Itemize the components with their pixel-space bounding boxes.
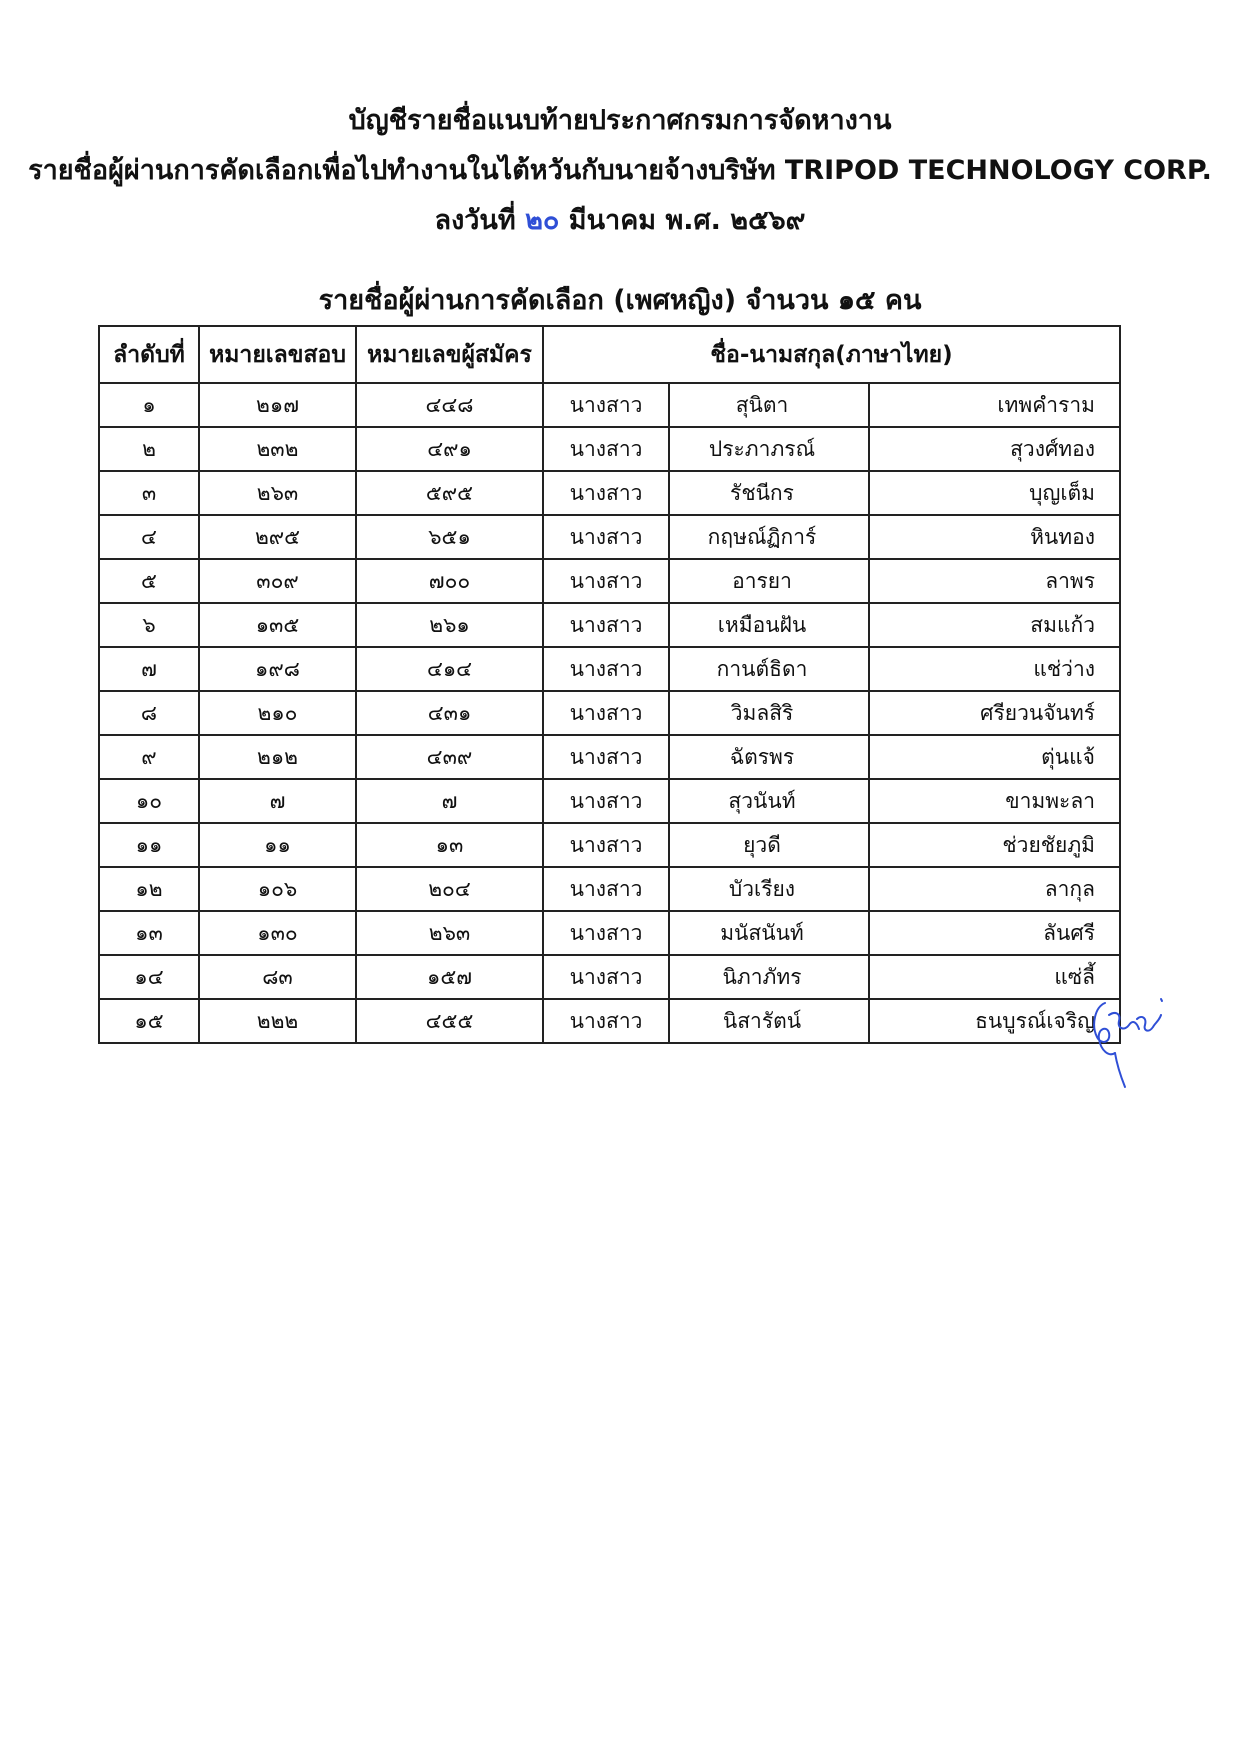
table-row bbox=[99, 603, 1120, 647]
first-name-cell: อารยา bbox=[669, 559, 869, 603]
exam-number-cell: ๑๐๖ bbox=[199, 867, 356, 911]
order-cell: ๘ bbox=[99, 691, 199, 735]
title-cell: นางสาว bbox=[543, 471, 669, 515]
table-row bbox=[99, 779, 1120, 823]
title-cell: นางสาว bbox=[543, 823, 669, 867]
applicant-number-cell: ๑๕๗ bbox=[356, 955, 543, 999]
applicant-number-cell: ๒๖๓ bbox=[356, 911, 543, 955]
order-cell: ๕ bbox=[99, 559, 199, 603]
order-cell: ๑๐ bbox=[99, 779, 199, 823]
title-cell: นางสาว bbox=[543, 559, 669, 603]
title-cell: นางสาว bbox=[543, 427, 669, 471]
first-name-cell: สุนิตา bbox=[669, 383, 869, 427]
table-row bbox=[99, 911, 1120, 955]
table-row bbox=[99, 559, 1120, 603]
order-cell: ๑ bbox=[99, 383, 199, 427]
last-name-cell: ลาพร bbox=[869, 559, 1120, 603]
title-cell: นางสาว bbox=[543, 955, 669, 999]
first-name-cell: นิภาภัทร bbox=[669, 955, 869, 999]
table-body bbox=[99, 383, 1120, 1043]
order-cell: ๔ bbox=[99, 515, 199, 559]
first-name-cell: ยุวดี bbox=[669, 823, 869, 867]
applicant-number-cell: ๒๐๔ bbox=[356, 867, 543, 911]
exam-number-cell: ๒๒๒ bbox=[199, 999, 356, 1043]
title-cell: นางสาว bbox=[543, 691, 669, 735]
first-name-cell: กานต์ธิดา bbox=[669, 647, 869, 691]
title-line-2: รายชื่อผู้ผ่านการคัดเลือกเพื่อไปทำงานในไต้หวันกับนายจ้างบริษัท TRIPOD TECHNOLOGY CORP. bbox=[28, 155, 1212, 186]
table-row bbox=[99, 999, 1120, 1043]
title-line-1: บัญชีรายชื่อแนบท้ายประกาศกรมการจัดหางาน bbox=[348, 105, 892, 136]
title-cell: นางสาว bbox=[543, 735, 669, 779]
applicant-number-cell: ๔๙๑ bbox=[356, 427, 543, 471]
exam-number-cell: ๒๓๒ bbox=[199, 427, 356, 471]
applicant-number-cell: ๔๓๙ bbox=[356, 735, 543, 779]
title-cell: นางสาว bbox=[543, 779, 669, 823]
exam-number-cell: ๒๑๐ bbox=[199, 691, 356, 735]
applicant-number-cell: ๔๓๑ bbox=[356, 691, 543, 735]
first-name-cell: กฤษณ์ฏิการ์ bbox=[669, 515, 869, 559]
table-header-row bbox=[99, 326, 1120, 383]
last-name-cell: แช่ว่าง bbox=[869, 647, 1120, 691]
table-row bbox=[99, 955, 1120, 999]
applicant-number-cell: ๑๓ bbox=[356, 823, 543, 867]
candidate-table bbox=[98, 325, 1121, 1044]
table-row bbox=[99, 735, 1120, 779]
order-cell: ๒ bbox=[99, 427, 199, 471]
last-name-cell: บุญเต็ม bbox=[869, 471, 1120, 515]
table-row bbox=[99, 471, 1120, 515]
date-line bbox=[0, 196, 1240, 246]
table-row bbox=[99, 823, 1120, 867]
header-full-name: ชื่อ-นามสกุล(ภาษาไทย) bbox=[543, 326, 1120, 383]
order-cell: ๑๑ bbox=[99, 823, 199, 867]
order-cell: ๑๒ bbox=[99, 867, 199, 911]
exam-number-cell: ๒๑๒ bbox=[199, 735, 356, 779]
table-row bbox=[99, 515, 1120, 559]
first-name-cell: ฉัตรพร bbox=[669, 735, 869, 779]
first-name-cell: บัวเรียง bbox=[669, 867, 869, 911]
first-name-cell: วิมลสิริ bbox=[669, 691, 869, 735]
first-name-cell: สุวนันท์ bbox=[669, 779, 869, 823]
applicant-number-cell: ๔๕๕ bbox=[356, 999, 543, 1043]
exam-number-cell: ๑๓๐ bbox=[199, 911, 356, 955]
exam-number-cell: ๗ bbox=[199, 779, 356, 823]
last-name-cell: สมแก้ว bbox=[869, 603, 1120, 647]
signature-icon bbox=[1075, 985, 1165, 1095]
applicant-number-cell: ๒๖๑ bbox=[356, 603, 543, 647]
order-cell: ๑๓ bbox=[99, 911, 199, 955]
last-name-cell: สุวงศ์ทอง bbox=[869, 427, 1120, 471]
title-cell: นางสาว bbox=[543, 383, 669, 427]
order-cell: ๖ bbox=[99, 603, 199, 647]
order-cell: ๓ bbox=[99, 471, 199, 515]
title-cell: นางสาว bbox=[543, 999, 669, 1043]
title-cell: นางสาว bbox=[543, 647, 669, 691]
first-name-cell: นิสารัตน์ bbox=[669, 999, 869, 1043]
table-subtitle: รายชื่อผู้ผ่านการคัดเลือก (เพศหญิง) จำนวน ๑๕ คน bbox=[318, 285, 922, 316]
exam-number-cell: ๑๙๘ bbox=[199, 647, 356, 691]
first-name-cell: รัชนีกร bbox=[669, 471, 869, 515]
table-row bbox=[99, 647, 1120, 691]
date-day: ๒๐ bbox=[525, 205, 560, 236]
exam-number-cell: ๘๓ bbox=[199, 955, 356, 999]
last-name-cell: ช่วยชัยภูมิ bbox=[869, 823, 1120, 867]
applicant-number-cell: ๔๑๔ bbox=[356, 647, 543, 691]
header-applicant-number: หมายเลขผู้สมัคร bbox=[356, 326, 543, 383]
table-row bbox=[99, 867, 1120, 911]
header-exam-number: หมายเลขสอบ bbox=[199, 326, 356, 383]
applicant-number-cell: ๖๕๑ bbox=[356, 515, 543, 559]
last-name-cell: ลากุล bbox=[869, 867, 1120, 911]
header-order: ลำดับที่ bbox=[99, 326, 199, 383]
table-row bbox=[99, 383, 1120, 427]
last-name-cell: แซ่ลี้ bbox=[869, 955, 1120, 999]
last-name-cell: หินทอง bbox=[869, 515, 1120, 559]
first-name-cell: ประภาภรณ์ bbox=[669, 427, 869, 471]
exam-number-cell: ๒๑๗ bbox=[199, 383, 356, 427]
date-rest: มีนาคม พ.ศ. ๒๕๖๙ bbox=[568, 205, 806, 236]
exam-number-cell: ๒๙๕ bbox=[199, 515, 356, 559]
title-cell: นางสาว bbox=[543, 603, 669, 647]
last-name-cell: ศรียวนจันทร์ bbox=[869, 691, 1120, 735]
last-name-cell: ขามพะลา bbox=[869, 779, 1120, 823]
last-name-cell: เทพคำราม bbox=[869, 383, 1120, 427]
document-header bbox=[0, 96, 1240, 246]
exam-number-cell: ๓๐๙ bbox=[199, 559, 356, 603]
last-name-cell: ธนบูรณ์เจริญ bbox=[869, 999, 1120, 1043]
exam-number-cell: ๒๖๓ bbox=[199, 471, 356, 515]
first-name-cell: เหมือนฝัน bbox=[669, 603, 869, 647]
order-cell: ๑๔ bbox=[99, 955, 199, 999]
applicant-number-cell: ๗ bbox=[356, 779, 543, 823]
exam-number-cell: ๑๑ bbox=[199, 823, 356, 867]
order-cell: ๙ bbox=[99, 735, 199, 779]
title-cell: นางสาว bbox=[543, 867, 669, 911]
first-name-cell: มนัสนันท์ bbox=[669, 911, 869, 955]
last-name-cell: ลันศรี bbox=[869, 911, 1120, 955]
applicant-number-cell: ๗๐๐ bbox=[356, 559, 543, 603]
table-row bbox=[99, 691, 1120, 735]
last-name-cell: ตุ่นแจ้ bbox=[869, 735, 1120, 779]
title-cell: นางสาว bbox=[543, 515, 669, 559]
order-cell: ๑๕ bbox=[99, 999, 199, 1043]
exam-number-cell: ๑๓๕ bbox=[199, 603, 356, 647]
order-cell: ๗ bbox=[99, 647, 199, 691]
title-cell: นางสาว bbox=[543, 911, 669, 955]
applicant-number-cell: ๕๙๕ bbox=[356, 471, 543, 515]
table-row bbox=[99, 427, 1120, 471]
date-prefix: ลงวันที่ bbox=[434, 205, 516, 236]
applicant-number-cell: ๔๔๘ bbox=[356, 383, 543, 427]
